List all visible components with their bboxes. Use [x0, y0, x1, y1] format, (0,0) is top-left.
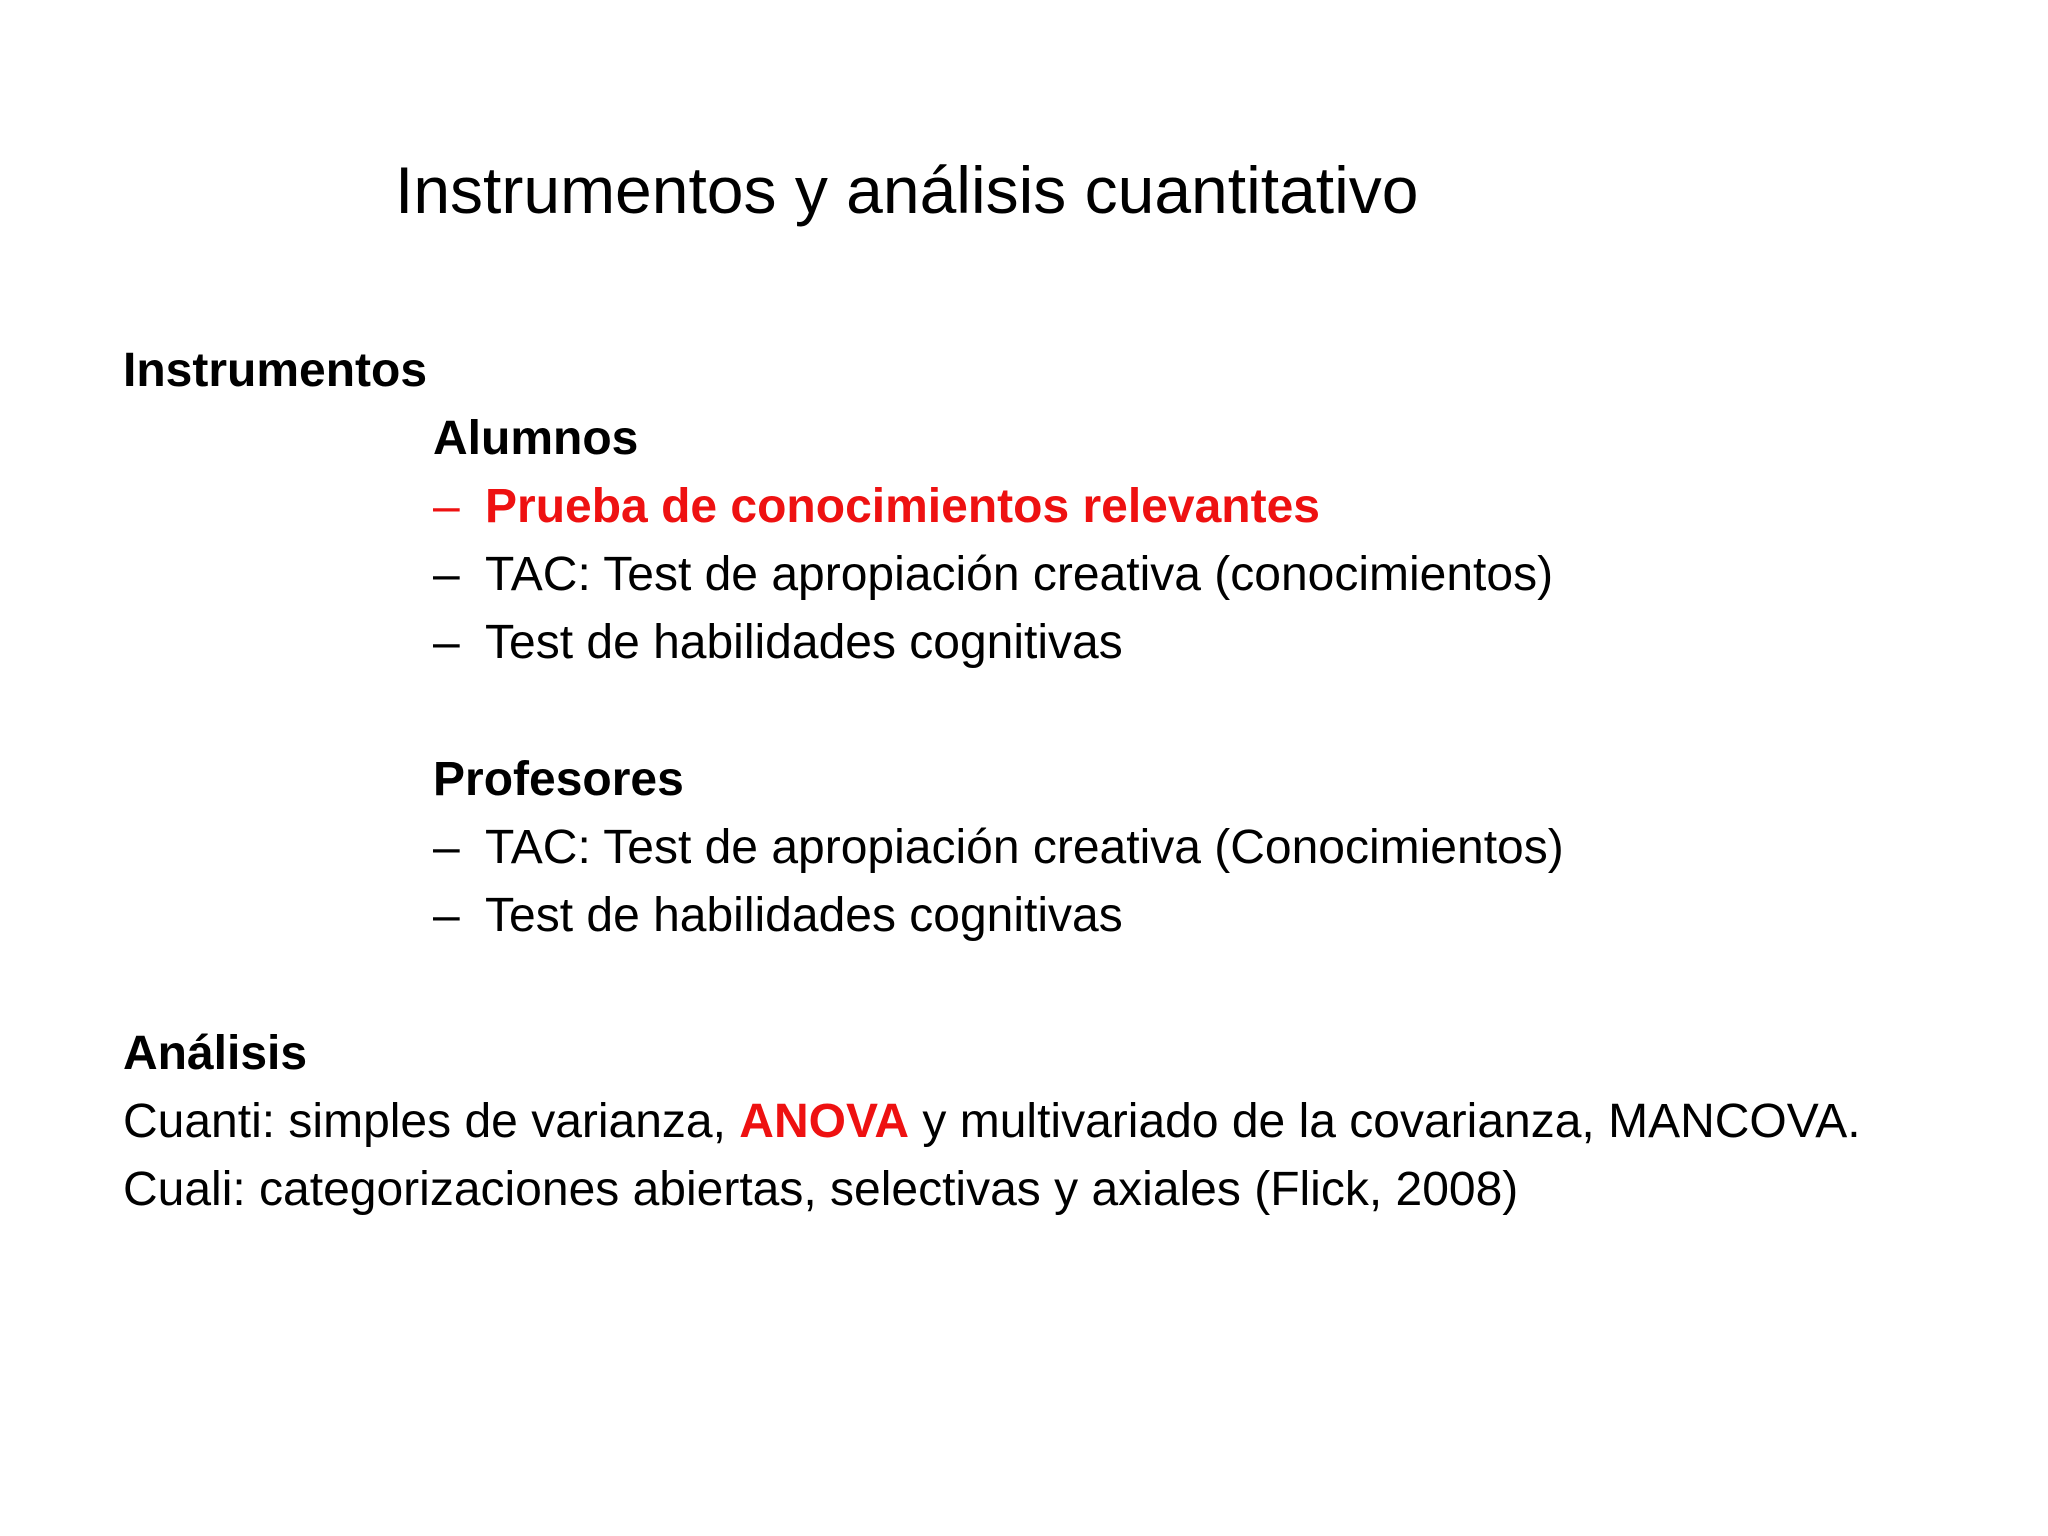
alumnos-item-text: Prueba de conocimientos relevantes — [485, 480, 1320, 533]
alumnos-item-2 — [433, 545, 1553, 605]
profesores-item-text: Test de habilidades cognitivas — [485, 889, 1123, 942]
analisis-heading: Análisis — [123, 1027, 308, 1080]
slide-title: Instrumentos y análisis cuantitativo — [395, 153, 1419, 227]
dash-marker: – — [433, 548, 460, 601]
anova-highlight: ANOVA — [739, 1095, 910, 1148]
profesores-heading: Profesores — [433, 753, 684, 806]
alumnos-item-text: TAC: Test de apropiación creativa (conocimientos) — [485, 548, 1554, 601]
alumnos-item-1 — [433, 477, 1320, 537]
alumnos-item-text: Test de habilidades cognitivas — [485, 616, 1123, 669]
profesores-item-1 — [433, 818, 1564, 878]
alumnos-item-3 — [433, 613, 1123, 673]
analisis-cuanti — [123, 1092, 1861, 1152]
dash-marker: – — [433, 616, 460, 669]
dash-marker: – — [433, 821, 460, 874]
cuanti-suffix: y multivariado de la covarianza, MANCOVA. — [909, 1095, 1861, 1148]
profesores-item-2 — [433, 886, 1123, 946]
cuanti-prefix: Cuanti: simples de varianza, — [123, 1095, 740, 1148]
analisis-cuali: Cuali: categorizaciones abiertas, selectivas y axiales (Flick, 2008) — [123, 1163, 1519, 1216]
instrumentos-heading: Instrumentos — [123, 344, 428, 397]
profesores-item-text: TAC: Test de apropiación creativa (Conocimientos) — [485, 821, 1564, 874]
dash-marker: – — [433, 889, 460, 942]
alumnos-heading: Alumnos — [433, 412, 639, 465]
dash-marker: – — [433, 480, 460, 533]
